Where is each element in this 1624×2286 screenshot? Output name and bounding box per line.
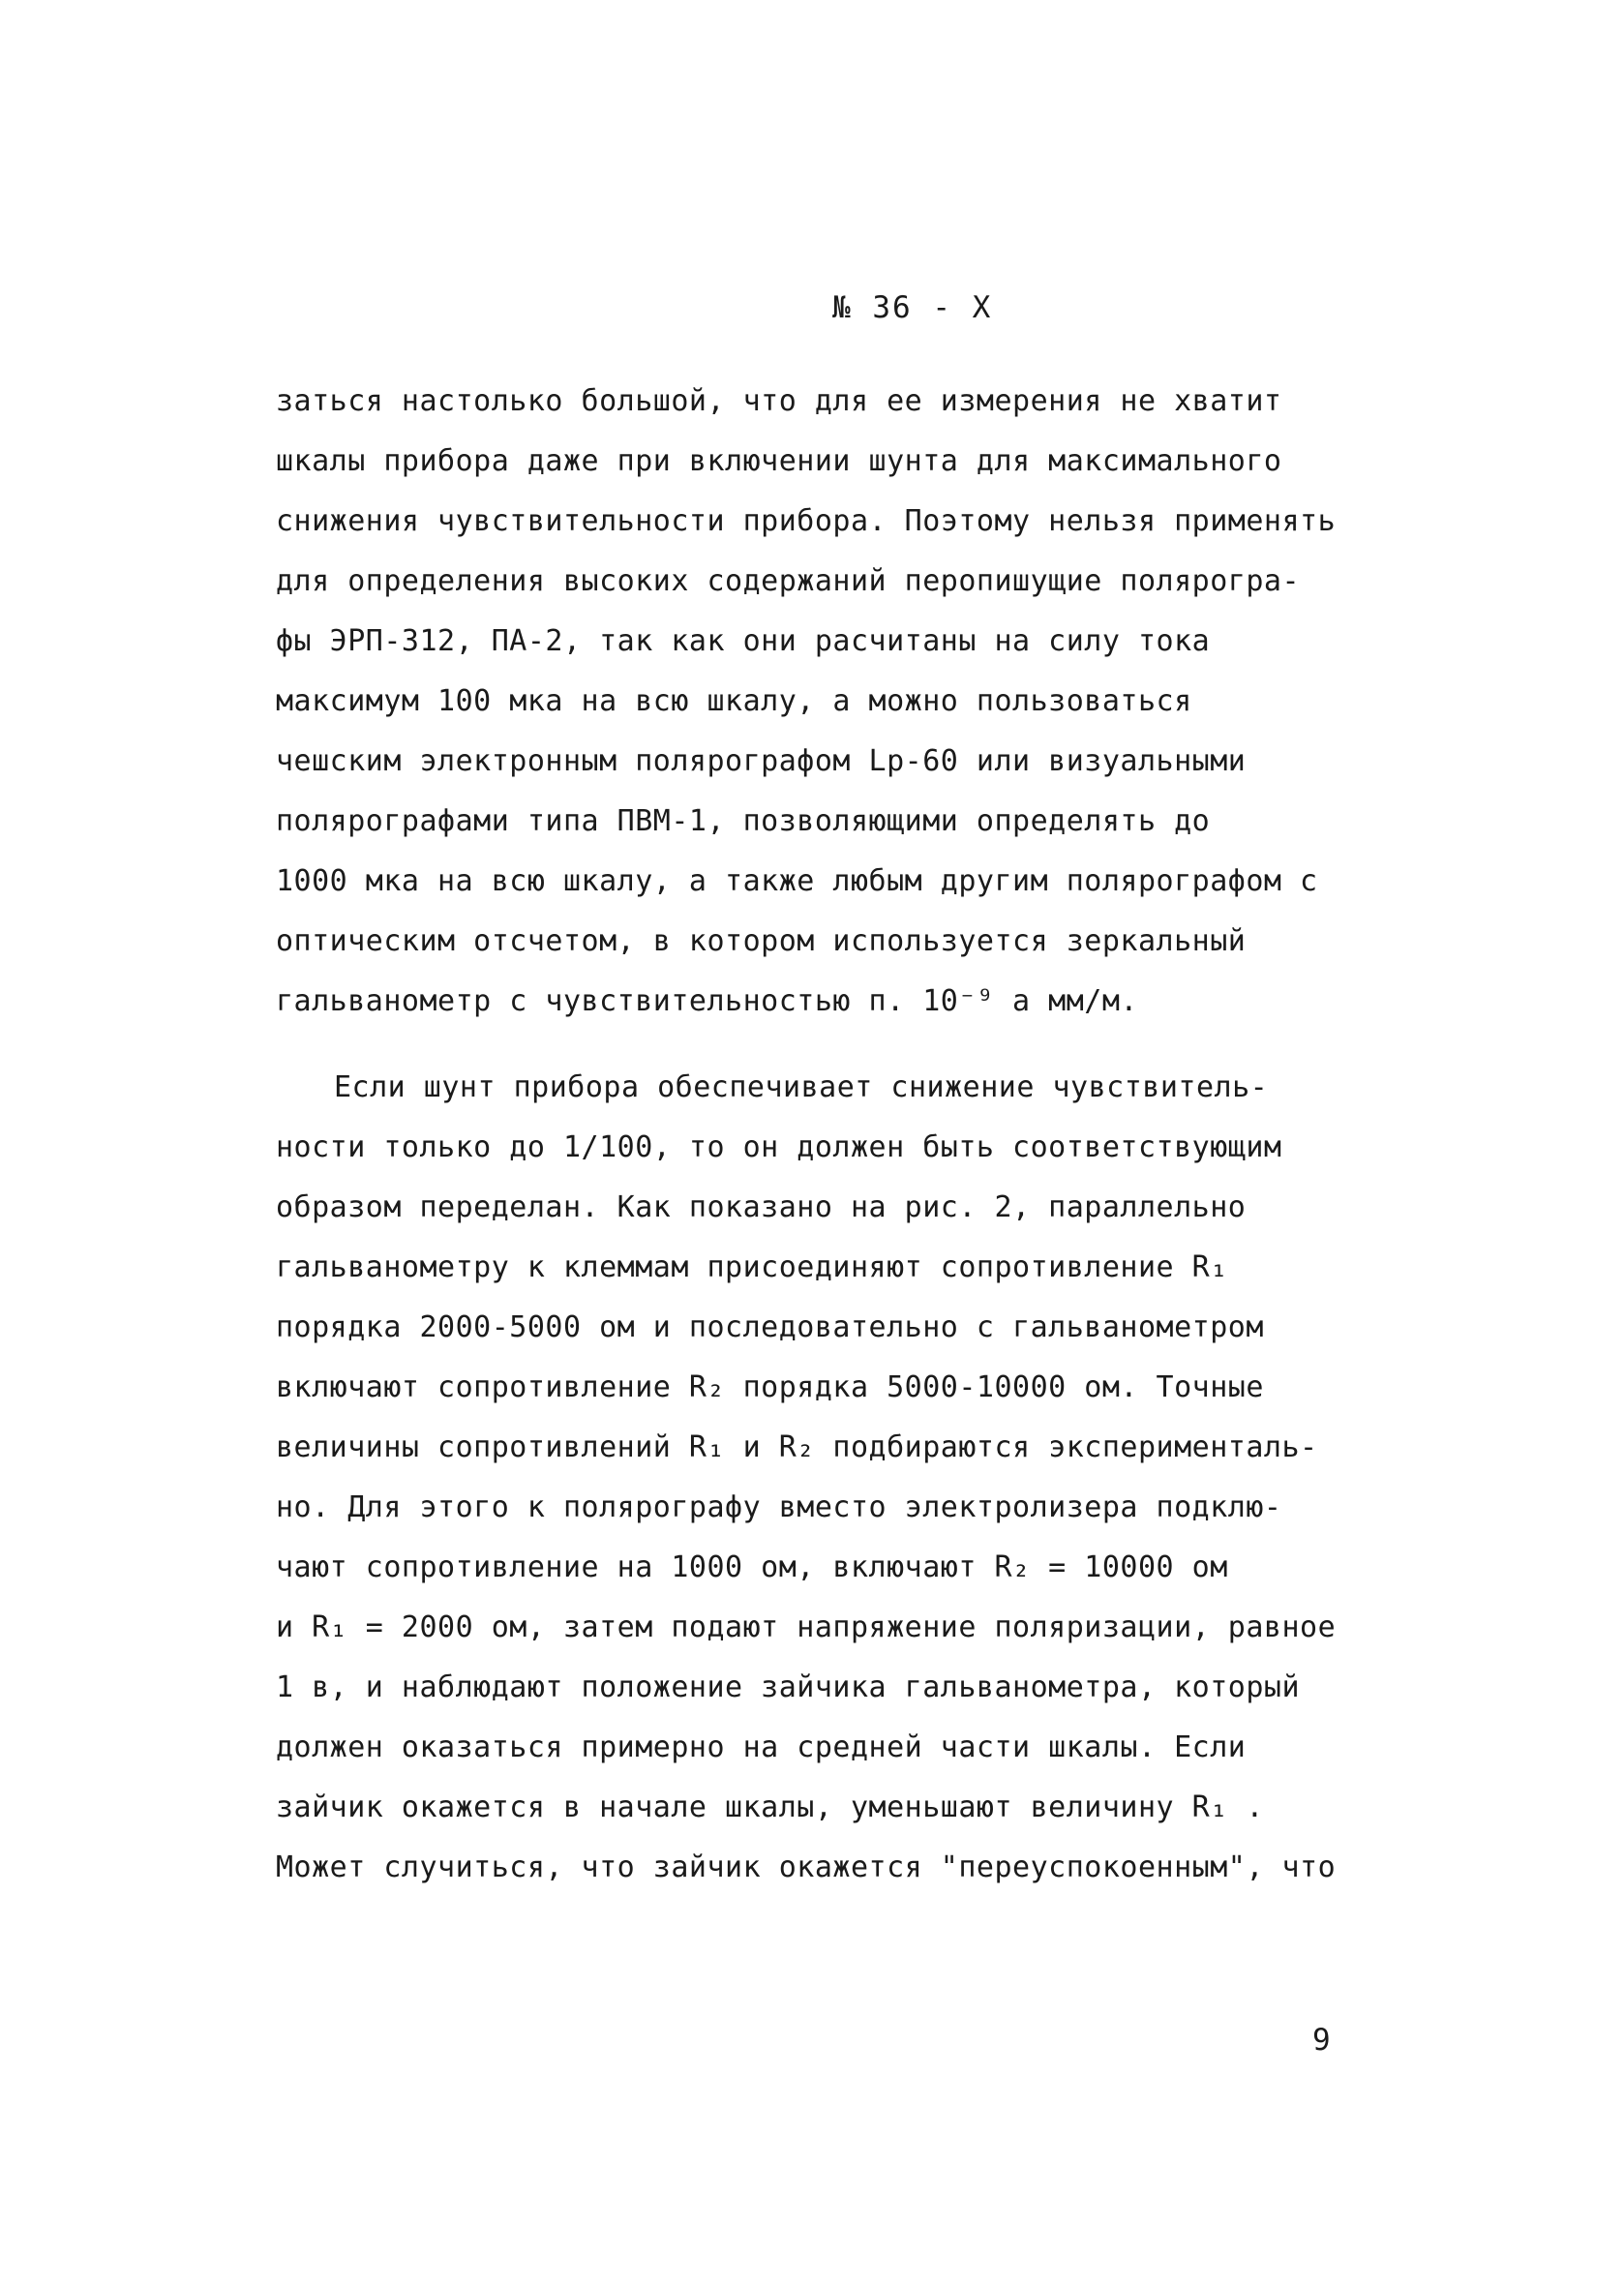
text-line: гальванометру к клеммам присоединяют сопротивление R₁ <box>276 1250 1228 1284</box>
text-line: чешским электронным полярографом Lp-60 или визуальными <box>276 744 1247 778</box>
text-line: для определения высоких содержаний перопишущие полярогра- <box>276 564 1301 598</box>
text-line: порядка 2000-5000 ом и последовательно с гальванометром <box>276 1310 1264 1344</box>
text-line: зайчик окажется в начале шкалы, уменьшают величину R₁ . <box>276 1790 1264 1824</box>
text-line: должен оказаться примерно на средней части шкалы. Если <box>276 1730 1247 1764</box>
text-line: Может случиться, что зайчик окажется "переуспокоенным", что <box>276 1850 1337 1884</box>
text-line: шкалы прибора даже при включении шунта для максимального <box>276 444 1282 478</box>
text-line: полярографами типа ПВМ-1, позволяющими определять до <box>276 804 1211 838</box>
text-line: 1000 мка на всю шкалу, а также любым другим полярографом с <box>276 864 1318 898</box>
text-line: оптическим отсчетом, в котором используется зеркальный <box>276 924 1247 958</box>
text-line: включают сопротивление R₂ порядка 5000-10000 ом. Точные <box>276 1370 1264 1404</box>
text-line: фы ЭРП-312, ПА-2, так как они расчитаны на силу тока <box>276 624 1211 658</box>
page-number: 9 <box>1312 2023 1331 2058</box>
text-line: величины сопротивлений R₁ и R₂ подбираются эксперименталь- <box>276 1430 1318 1464</box>
document-header: № 36 - Х <box>832 290 993 325</box>
text-line: гальванометр с чувствительностью п. 10⁻⁹ а мм/м. <box>276 984 1138 1018</box>
text-line: но. Для этого к полярографу вместо электролизера подклю- <box>276 1490 1282 1524</box>
text-line: снижения чувствительности прибора. Поэтому нельзя применять <box>276 504 1337 538</box>
text-line: и R₁ = 2000 ом, затем подают напряжение поляризации, равное <box>276 1610 1337 1644</box>
text-line: 1 в, и наблюдают положение зайчика гальванометра, который <box>276 1670 1301 1704</box>
text-line: максимум 100 мка на всю шкалу, а можно пользоваться <box>276 684 1192 718</box>
text-line: Если шунт прибора обеспечивает снижение чувствитель- <box>334 1070 1269 1104</box>
text-line: заться настолько большой, что для ее измерения не хватит <box>276 384 1282 418</box>
text-line: образом переделан. Как показано на рис. 2, параллельно <box>276 1190 1247 1224</box>
text-line: чают сопротивление на 1000 ом, включают R₂ = 10000 ом <box>276 1550 1228 1584</box>
text-line: ности только до 1/100, то он должен быть соответствующим <box>276 1130 1282 1164</box>
